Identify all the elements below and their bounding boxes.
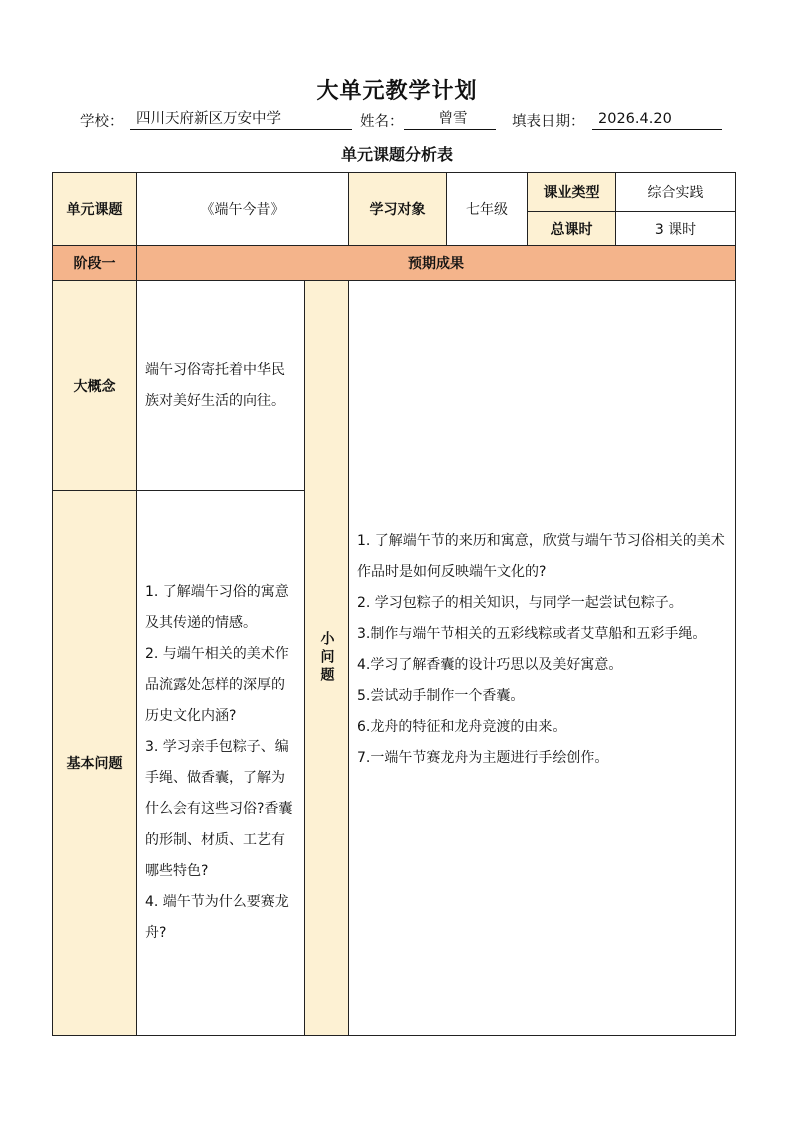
- page-title: 大单元教学计划: [316, 79, 478, 104]
- date-value: 2026.4.20: [592, 110, 722, 130]
- basic-question-item: 4. 端午节为什么要赛龙舟?: [145, 894, 289, 941]
- expected-outcome-label: 预期成果: [136, 245, 736, 281]
- small-questions-cell: [348, 280, 736, 1036]
- stage-label: 阶段一: [52, 245, 137, 281]
- unit-topic-label: 单元课题: [52, 172, 137, 246]
- basic-questions-cell: [136, 490, 305, 1036]
- big-concept-text: 端午习俗寄托着中华民族对美好生活的向往。: [145, 361, 285, 409]
- basic-questions-label: 基本问题: [52, 490, 137, 1036]
- small-question-item: 5.尝试动手制作一个香囊。: [357, 688, 525, 704]
- big-concept-label: 大概念: [52, 280, 137, 491]
- small-question-item: 7.一端午节赛龙舟为主题进行手绘创作。: [357, 750, 609, 766]
- target-value: 七年级: [446, 172, 528, 246]
- basic-question-item: 2. 与端午相关的美术作品流露处怎样的深厚的历史文化内涵?: [145, 646, 289, 724]
- small-question-item: 1. 了解端午节的来历和寓意，欣赏与端午节习俗相关的美术作品时是如何反映端午文化的?: [357, 533, 725, 580]
- course-type-label: 课业类型: [527, 172, 616, 212]
- small-question-item: 2. 学习包粽子的相关知识，与同学一起尝试包粽子。: [357, 595, 683, 611]
- small-question-item: 3.制作与端午节相关的五彩线粽或者艾草船和五彩手绳。: [357, 626, 707, 642]
- course-type-value: 综合实践: [615, 172, 736, 212]
- name-label: 姓名：: [360, 114, 404, 130]
- unit-topic-value: 《端午今昔》: [136, 172, 349, 246]
- table-title: 单元课题分析表: [340, 145, 453, 164]
- small-questions-label-cell: [304, 280, 349, 1036]
- total-hours-value: 3 课时: [615, 211, 736, 246]
- basic-question-item: 3. 学习亲手包粽子、编手绳、做香囊，了解为什么会有这些习俗?香囊的形制、材质、工艺有哪些特色?: [145, 739, 293, 879]
- total-hours-label: 总课时: [527, 211, 616, 246]
- date-label: 填表日期：: [512, 114, 585, 130]
- header-info: [80, 110, 740, 132]
- small-question-item: 4.学习了解香囊的设计巧思以及美好寓意。: [357, 657, 623, 673]
- basic-question-item: 1. 了解端午习俗的寓意及其传递的情感。: [145, 584, 289, 631]
- small-question-item: 6.龙舟的特征和龙舟竞渡的由来。: [357, 719, 567, 735]
- target-label: 学习对象: [348, 172, 447, 246]
- school-label: 学校：: [80, 114, 124, 130]
- name-value: 曾雪: [404, 110, 496, 130]
- small-questions-label: 小问题: [318, 631, 335, 685]
- school-value: 四川天府新区万安中学: [130, 110, 352, 130]
- big-concept-text-cell: [136, 280, 305, 491]
